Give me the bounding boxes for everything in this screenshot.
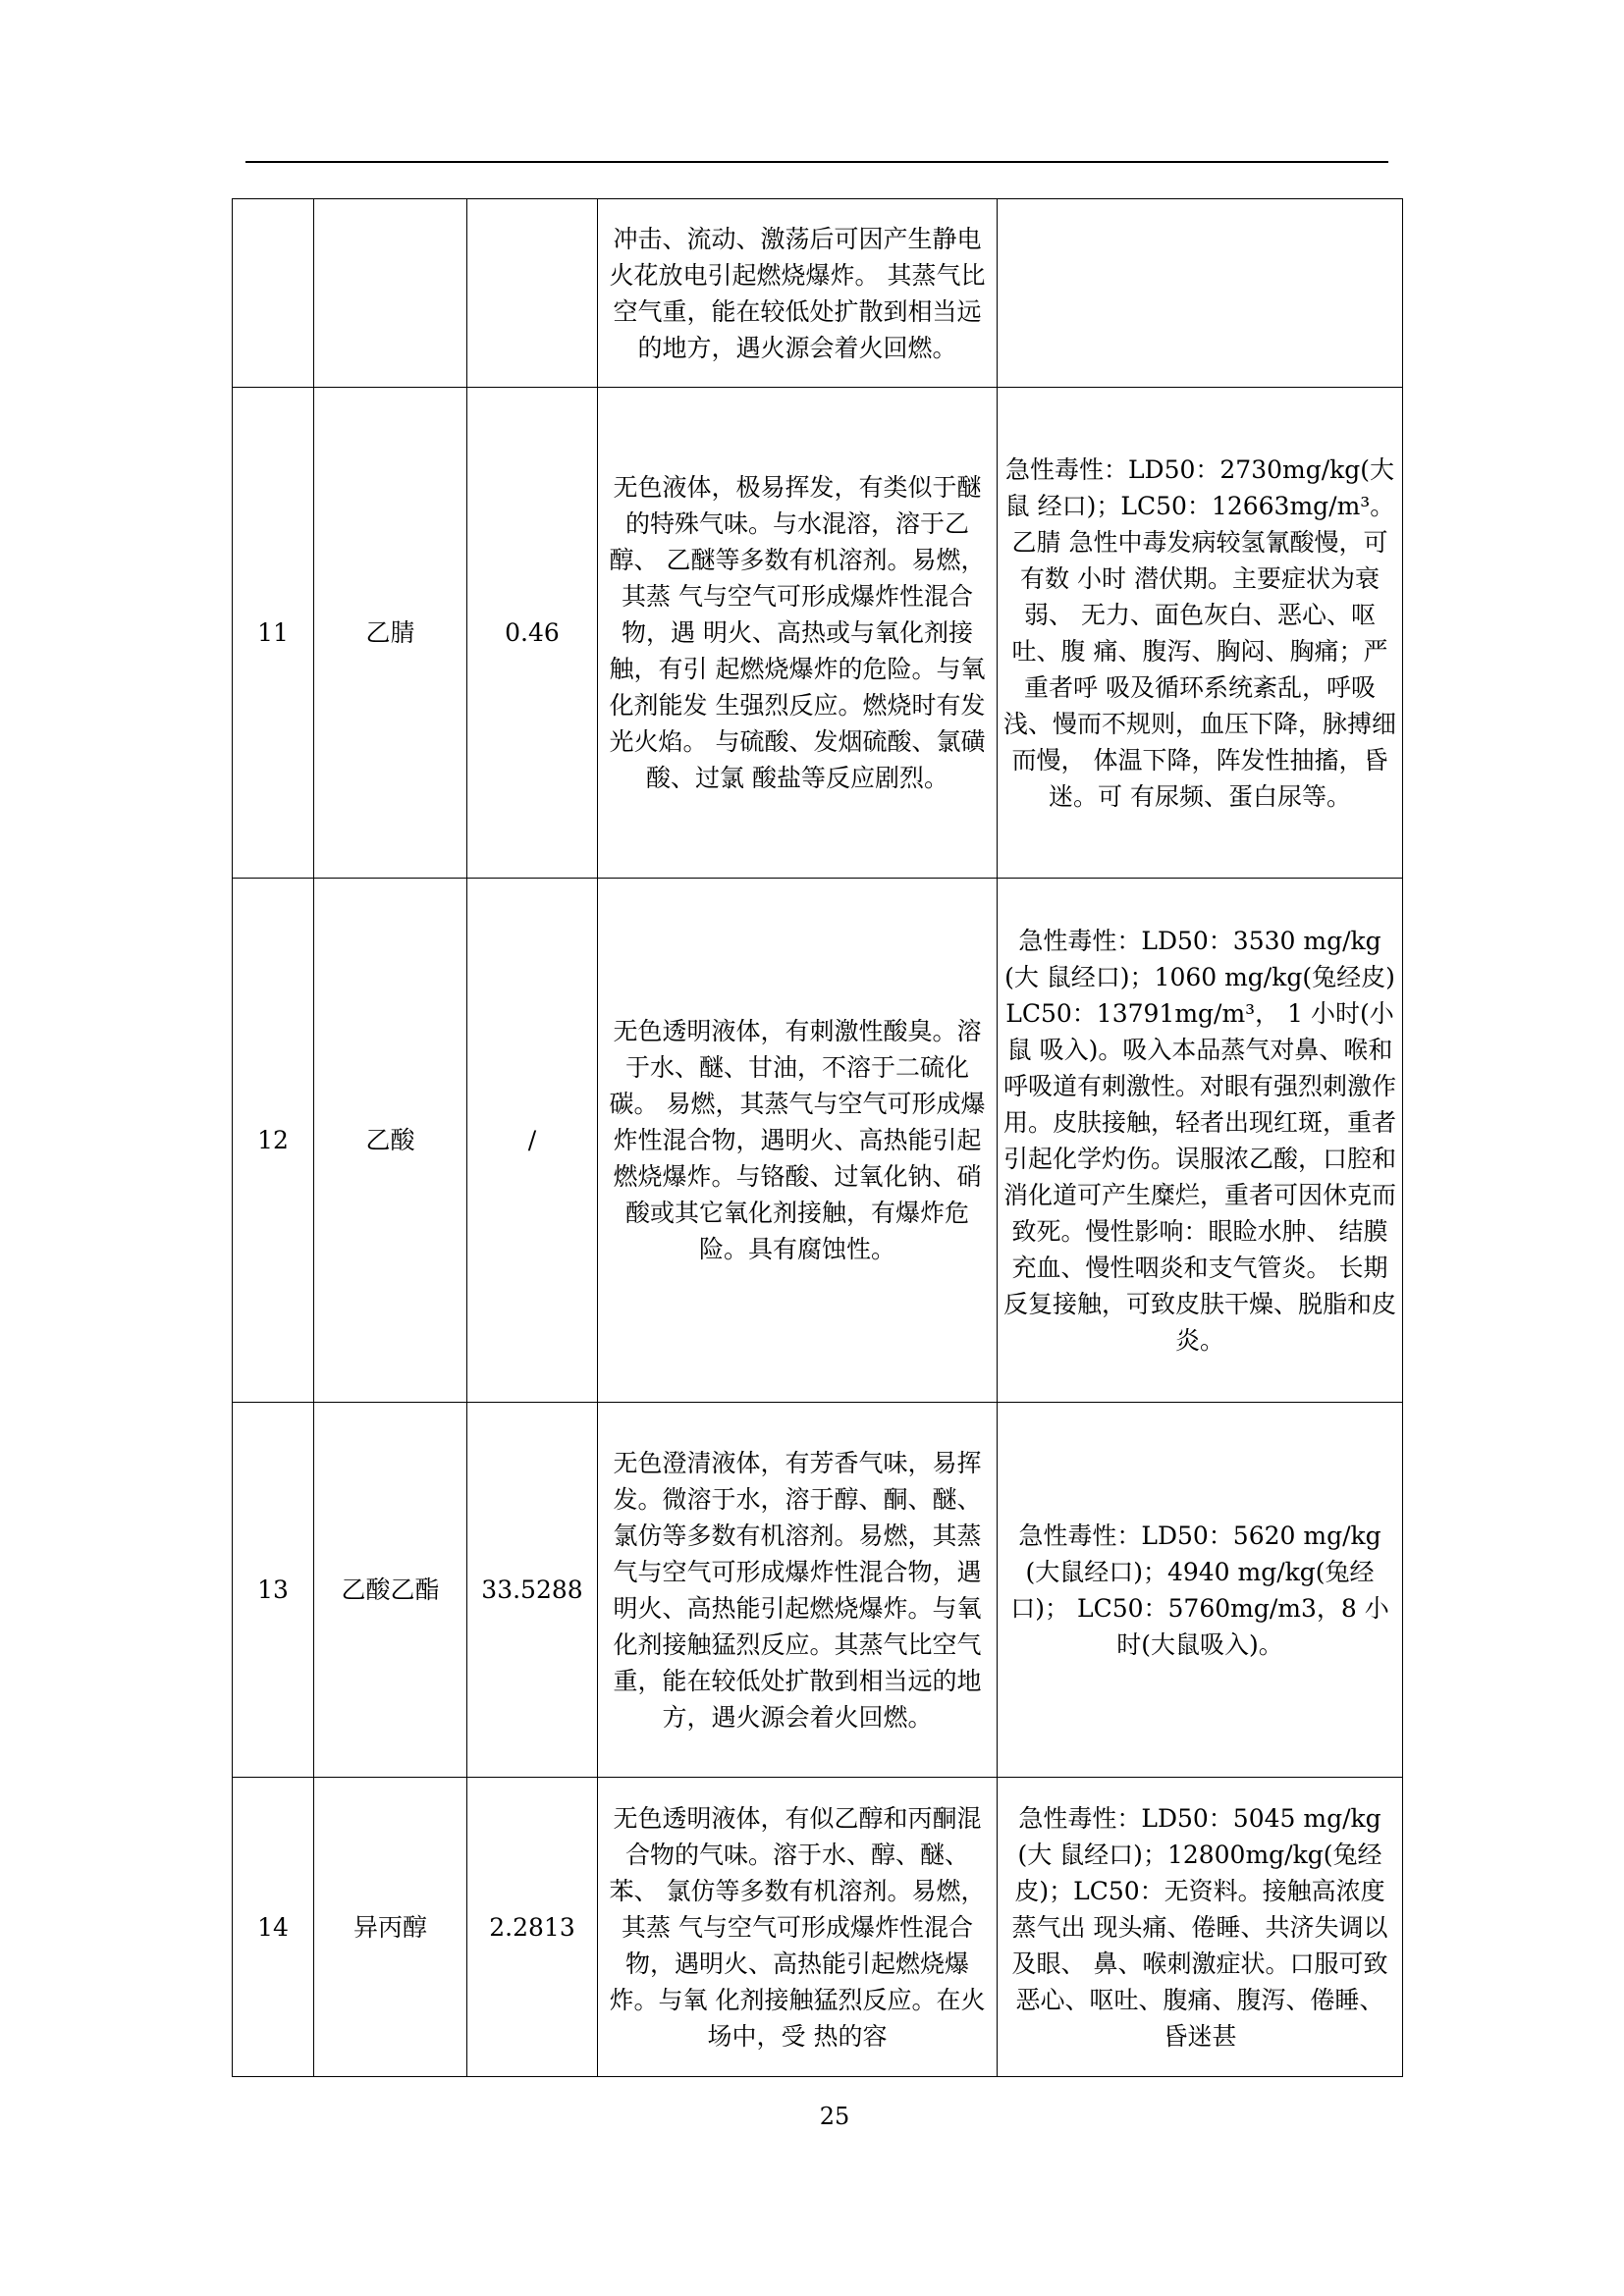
quantity-cell: 2.2813 bbox=[467, 1778, 598, 2077]
quantity-cell: / bbox=[467, 879, 598, 1403]
row-number-cell: 13 bbox=[233, 1403, 314, 1778]
row-number-cell: 14 bbox=[233, 1778, 314, 2077]
toxicity-cell: 急性毒性：LD50：3530 mg/kg(大 鼠经口)；1060 mg/kg(兔经皮) LC50：13791mg/m³， 1 小时(小鼠 吸入)。吸入本品蒸气对鼻、喉和呼吸道有刺激性。对眼有强烈刺激作用。皮肤接触，轻者出现红斑，重者引起化学灼伤。误服浓乙酸，口腔和消化道可产生糜烂，重者可因休克而致死。慢性影响：眼睑水肿、 结膜充血、慢性咽炎和支气管炎。 长期反复接触，可致皮肤干燥、脱脂和皮炎。 bbox=[998, 879, 1403, 1403]
hazard-property-cell: 冲击、流动、激荡后可因产生静电火花放电引起燃烧爆炸。 其蒸气比空气重，能在较低处扩散到相当远的地方，遇火源会着火回燃。 bbox=[598, 199, 998, 388]
toxicity-cell: 急性毒性：LD50：2730mg/kg(大鼠 经口)；LC50：12663mg/m³。乙腈 急性中毒发病较氢氰酸慢，可有数 小时 潜伏期。主要症状为衰弱、 无力、面色灰白、恶心、呕吐、腹 痛、腹泻、胸闷、胸痛；严重者呼 吸及循环系统紊乱，呼吸浅、慢而不规则，血压下降，脉搏细而慢， 体温下降，阵发性抽搐，昏迷。可 有尿频、蛋白尿等。 bbox=[998, 388, 1403, 879]
chemical-name-cell: 乙腈 bbox=[314, 388, 467, 879]
chemical-name-cell: 乙酸乙酯 bbox=[314, 1403, 467, 1778]
table-row bbox=[233, 879, 1403, 1403]
chemical-name-cell: 异丙醇 bbox=[314, 1778, 467, 2077]
quantity-cell: 0.46 bbox=[467, 388, 598, 879]
toxicity-cell: 急性毒性：LD50：5620 mg/kg(大鼠经口)；4940 mg/kg(兔经口)； LC50：5760mg/m3，8 小时(大鼠吸入)。 bbox=[998, 1403, 1403, 1778]
quantity-cell bbox=[467, 199, 598, 388]
toxicity-cell bbox=[998, 199, 1403, 388]
hazard-property-cell: 无色透明液体，有刺激性酸臭。溶于水、醚、甘油，不溶于二硫化碳。 易燃，其蒸气与空气可形成爆炸性混合物，遇明火、高热能引起燃烧爆炸。与铬酸、过氧化钠、硝酸或其它氧化剂接触，有爆炸危险。具有腐蚀性。 bbox=[598, 879, 998, 1403]
table-row bbox=[233, 199, 1403, 388]
row-number-cell: 11 bbox=[233, 388, 314, 879]
chemical-name-cell bbox=[314, 199, 467, 388]
row-number-cell bbox=[233, 199, 314, 388]
table-row bbox=[233, 388, 1403, 879]
table-row bbox=[233, 1778, 1403, 2077]
page-number: 25 bbox=[819, 2103, 850, 2130]
hazard-property-cell: 无色澄清液体，有芳香气味，易挥发。微溶于水，溶于醇、酮、醚、 氯仿等多数有机溶剂。易燃，其蒸气与空气可形成爆炸性混合物，遇 明火、高热能引起燃烧爆炸。与氧化剂接触猛烈反应。其蒸气比空气重，能在较低处扩散到相当远的地方，遇火源会着火回燃。 bbox=[598, 1403, 998, 1778]
table-row bbox=[233, 1403, 1403, 1778]
row-number-cell: 12 bbox=[233, 879, 314, 1403]
chemical-hazard-table bbox=[232, 198, 1403, 2077]
hazard-property-cell: 无色透明液体，有似乙醇和丙酮混 合物的气味。溶于水、醇、醚、苯、 氯仿等多数有机溶剂。易燃，其蒸 气与空气可形成爆炸性混合物，遇明火、高热能引起燃烧爆炸。与氧 化剂接触猛烈反应。在火场中，受 热的容 bbox=[598, 1778, 998, 2077]
toxicity-cell: 急性毒性：LD50：5045 mg/kg(大 鼠经口)；12800mg/kg(兔经皮)；LC50：无资料。接触高浓度蒸气出 现头痛、倦睡、共济失调以及眼、 鼻、喉刺激症状。口服可致 恶心、呕吐、腹痛、腹泻、倦睡、 昏迷甚 bbox=[998, 1778, 1403, 2077]
header-rule bbox=[245, 161, 1388, 163]
hazard-property-cell: 无色液体，极易挥发，有类似于醚 的特殊气味。与水混溶，溶于乙醇、 乙醚等多数有机溶剂。易燃，其蒸 气与空气可形成爆炸性混合物，遇 明火、高热或与氧化剂接触，有引 起燃烧爆炸的危险。与氧化剂能发 生强烈反应。燃烧时有发光火焰。 与硫酸、发烟硫酸、氯磺酸、过氯 酸盐等反应剧烈。 bbox=[598, 388, 998, 879]
quantity-cell: 33.5288 bbox=[467, 1403, 598, 1778]
chemical-name-cell: 乙酸 bbox=[314, 879, 467, 1403]
